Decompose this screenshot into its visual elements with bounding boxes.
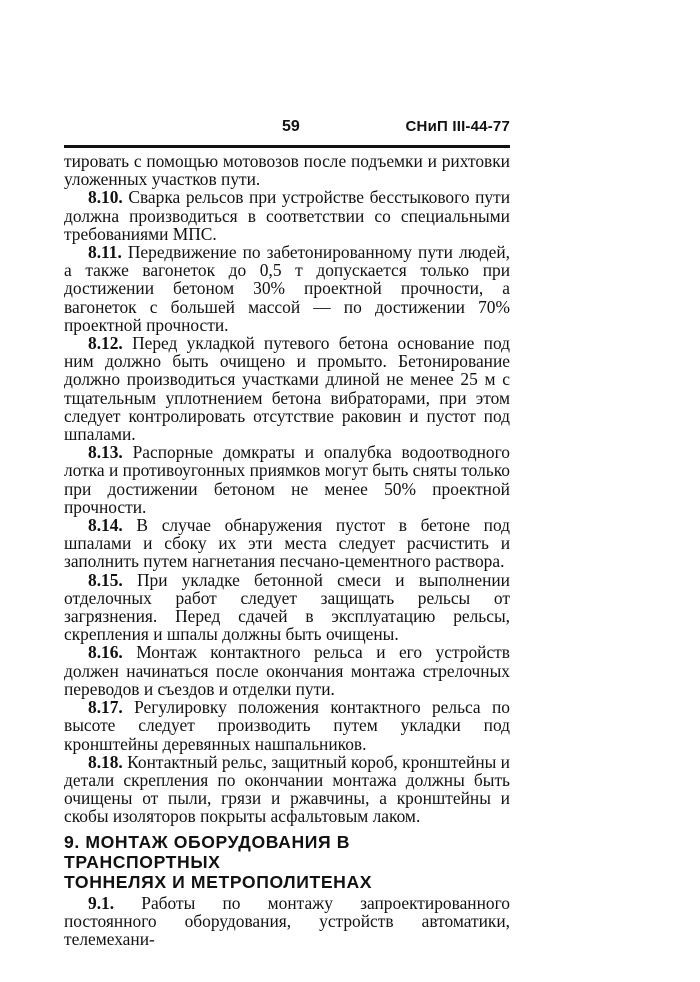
page-body [64,152,510,948]
paragraph-8-18 [64,753,510,826]
document-code: СНиП III-44-77 [405,118,510,135]
paragraph-text: Монтаж контактного рельса и его устройств должен начинаться после окончания монтажа стрелочных переводов и съездов и отделки пути. [64,642,510,699]
paragraph-text: Передвижение по забетонированному пути людей, а также вагонеток до 0,5 т допускается только при достижении бетоном 30% проектной прочности, а вагонеток с большей массой — по достижении 70% проектной прочности. [64,242,510,335]
section-heading-line: ТОННЕЛЯХ И МЕТРОПОЛИТЕНАХ [64,871,373,892]
paragraph-text: Перед укладкой путевого бетона основание под ним должно быть очищено и промыто. Бетонирование должно производиться участками длиной не менее 25 м с тщательным уплотнением бетона вибраторами, при этом следует контролировать отсутствие раковин и пустот под шпалами. [64,333,510,445]
paragraph-number: 8.18. [88,751,123,772]
paragraph-continued [64,152,510,188]
paragraph-8-12 [64,334,510,443]
paragraph-text: Работы по монтажу запроектированного постоянного оборудования, устройств автоматики, телемехани- [64,892,510,949]
paragraph-text: Контактный рельс, защитный короб, кронштейны и детали скрепления по окончании монтажа должны быть очищены от пыли, грязи и ржавчины, а кронштейны и скобы изоляторов покрыты асфальтовым лаком. [64,751,510,827]
paragraph-8-15 [64,571,510,644]
paragraph-number: 8.15. [88,569,123,590]
paragraph-text: Сварка рельсов при устройстве бесстыкового пути должна производиться в соответствии со специальными требованиями МПС. [64,187,510,244]
paragraph-number: 9.1. [88,892,115,913]
paragraph-9-1 [64,894,510,949]
paragraph-text: Регулировку положения контактного рельса по высоте следует производить путем укладки под кронштейны деревянных нашпальников. [64,697,510,754]
paragraph-number: 8.16. [88,642,123,663]
paragraph-text: Распорные домкраты и опалубка водоотводного лотка и противоугонных приямков могут быть сняты только при достижении бетоном не менее 50% проектной прочности. [64,442,510,517]
paragraph-text: В случае обнаружения пустот в бетоне под шпалами и сбоку их эти места следует расчистить и заполнить путем нагнетания песчано-цементного раствора. [64,515,510,572]
paragraph-8-16 [64,643,510,698]
paragraph-8-17 [64,698,510,753]
paragraph-number: 8.10. [88,187,123,208]
paragraph-number: 8.11. [88,242,122,263]
paragraph-8-13 [64,443,510,516]
paragraph-number: 8.13. [88,442,123,463]
paragraph-number: 8.17. [88,697,123,718]
paragraph-8-14 [64,516,510,571]
page-header [64,118,510,142]
paragraph-8-10 [64,188,510,243]
paragraph-number: 8.14. [88,515,123,536]
section-heading-line: 9. МОНТАЖ ОБОРУДОВАНИЯ В ТРАНСПОРТНЫХ [64,831,351,872]
section-heading [64,832,510,892]
paragraph-text: При укладке бетонной смеси и выполнении отделочных работ следует защищать рельсы от загрязнения. Перед сдачей в эксплуатацию рельсы, скрепления и шпалы должны быть очищены. [64,569,510,645]
header-rule [64,145,510,148]
page-number: 59 [282,118,300,135]
paragraph-number: 8.12. [88,333,123,354]
paragraph-8-11 [64,243,510,334]
paragraph-text: тировать с помощью мотовозов после подъемки и рихтовки уложенных участков пути. [64,151,510,190]
